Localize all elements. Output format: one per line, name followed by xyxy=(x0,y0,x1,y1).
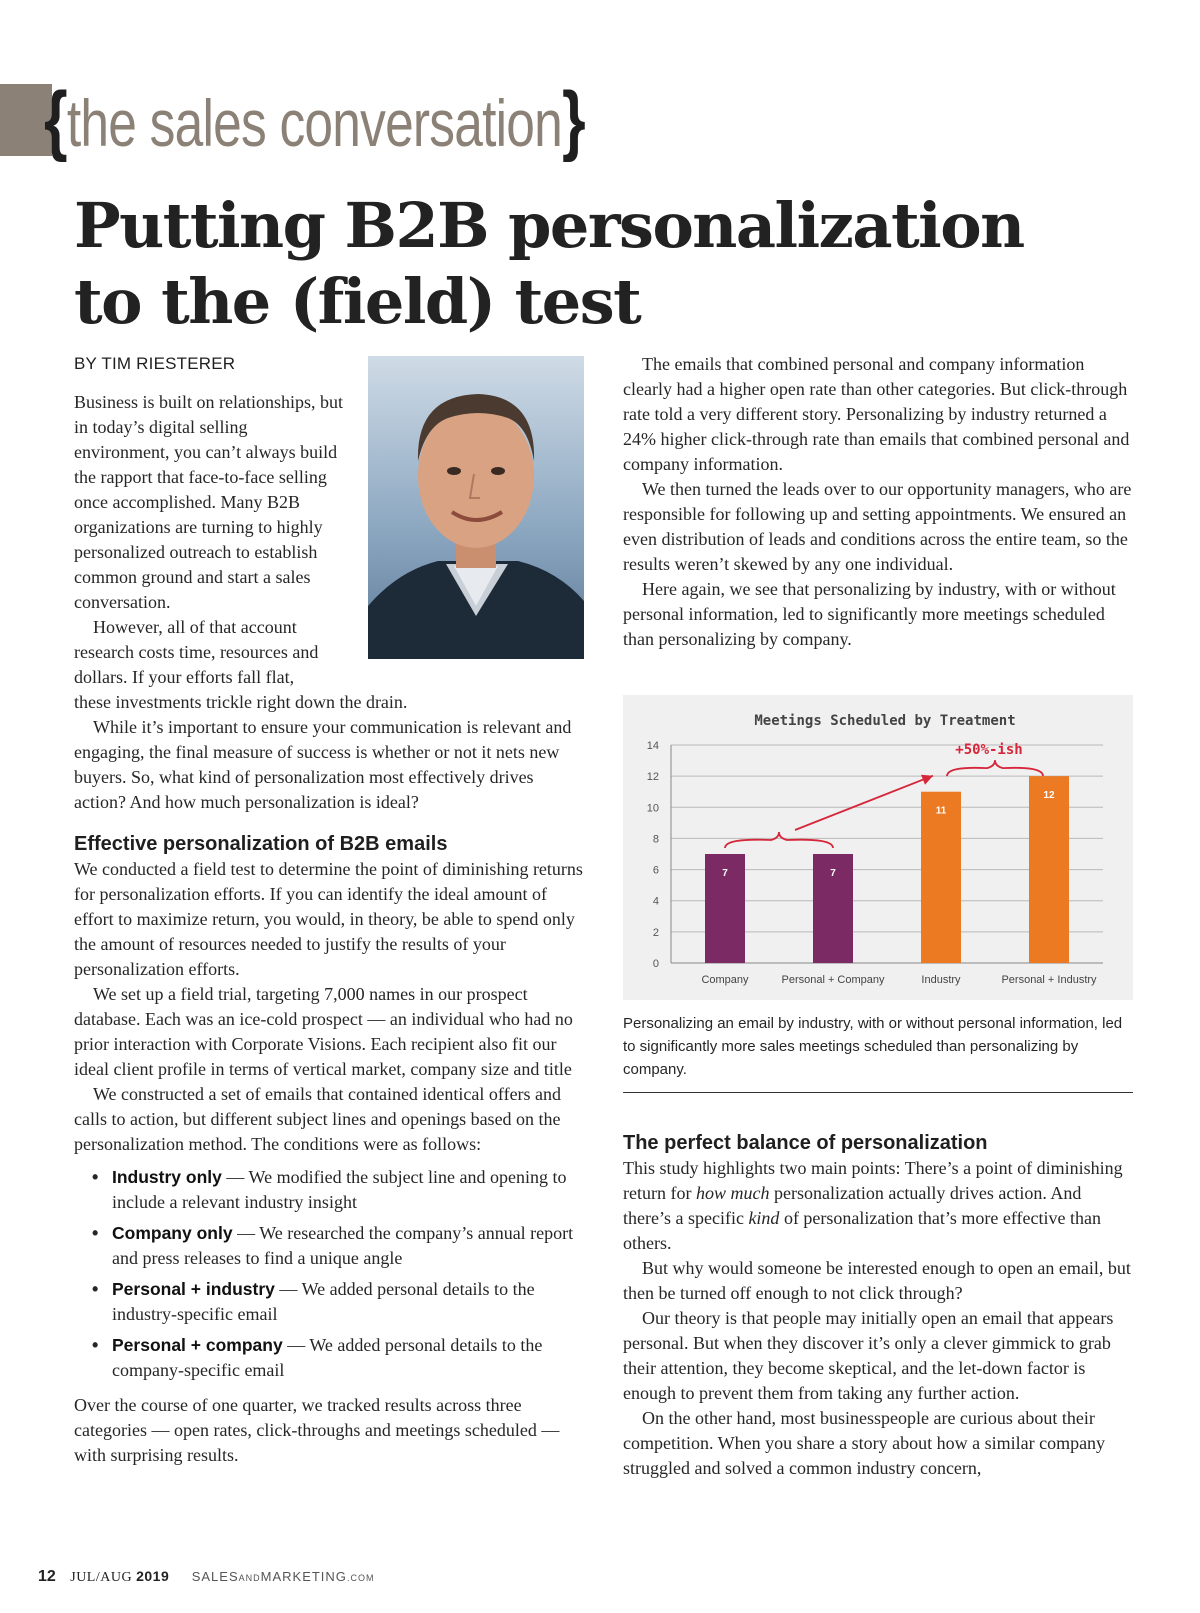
y-tick-label: 0 xyxy=(652,958,659,970)
site-part-and: AND xyxy=(238,1573,261,1583)
x-category-label: Personal + Company xyxy=(781,974,885,986)
article-title-line2: to the (field) test xyxy=(74,265,641,338)
condition-term: Industry only xyxy=(112,1167,222,1187)
condition-item xyxy=(92,1221,586,1271)
study-text-c: of personalization that’s more effective than others. xyxy=(623,1208,1101,1253)
y-tick-label: 10 xyxy=(646,802,659,815)
caption-divider xyxy=(623,1092,1133,1093)
bar xyxy=(921,792,961,963)
y-tick-label: 2 xyxy=(652,926,659,939)
issue-months: JUL/AUG xyxy=(70,1570,133,1585)
study-emphasis-kind: kind xyxy=(748,1208,780,1228)
section-close-brace: } xyxy=(561,75,585,163)
bar-value-label: 11 xyxy=(935,805,947,817)
bullet-dot-icon: • xyxy=(92,1167,99,1187)
paragraph-study xyxy=(623,1156,1133,1256)
conditions-list xyxy=(74,1165,586,1383)
condition-term: Company only xyxy=(112,1223,233,1243)
paragraph-theory: Our theory is that people may initially open an email that appears personal. But when they discover it’s only a clever gimmick to grab their attention, they become skeptical, and the let-down factor is enough to prevent them from taking any further action. xyxy=(623,1308,1114,1403)
site-part-tld: .COM xyxy=(346,1573,375,1583)
page-footer xyxy=(38,1568,374,1586)
y-tick-label: 12 xyxy=(646,771,659,784)
paragraph-here-again: Here again, we see that personalizing by industry, with or without personal information, led to significantly more meetings scheduled than personalizing by company. xyxy=(623,579,1116,649)
bar-value-label: 12 xyxy=(1043,790,1055,802)
condition-item xyxy=(92,1333,586,1383)
bar-value-label: 7 xyxy=(722,868,728,879)
paragraph-quarter: Over the course of one quarter, we tracked results across three categories — open rates, click-throughs and meetings scheduled — with surprising results. xyxy=(74,1395,560,1465)
bar-value-label: 7 xyxy=(830,868,836,879)
section-label: the sales conversation xyxy=(66,86,562,160)
condition-item xyxy=(92,1277,586,1327)
paragraph-other-hand: On the other hand, most businesspeople are curious about their competition. When you share a story about how a similar company struggled and solved a common industry concern, xyxy=(623,1408,1106,1478)
issue-year: 2019 xyxy=(136,1568,170,1584)
section-open-brace: { xyxy=(44,75,67,163)
subhead-effective: Effective personalization of B2B emails xyxy=(74,833,448,855)
condition-term: Personal + industry xyxy=(112,1279,275,1299)
paragraph-trial: We set up a field trial, targeting 7,000 names in our prospect database. Each was an ice-cold prospect — an individual who had no prior interaction with Corporate Visions. Each recipient also fit our ideal client profile in terms of vertical market, company size and title xyxy=(74,984,573,1079)
brace-company-pair xyxy=(725,832,833,848)
condition-item xyxy=(92,1165,586,1215)
intro-paragraph-2: However, all of that account research costs time, resources and dollars. If your efforts fall flat, xyxy=(74,617,319,687)
paragraph-opportunity: We then turned the leads over to our opportunity managers, who are responsible for following up and setting appointments. We ensured an even distribution of leads and conditions across the entire team, so the results weren’t skewed by any one individual. xyxy=(623,479,1132,574)
study-text-a: This study highlights two main points: There’s a point of diminishing return for xyxy=(623,1158,1123,1203)
meetings-chart-svg xyxy=(623,695,1133,1000)
paragraph-field-test: We conducted a field test to determine the point of diminishing returns for personalization efforts. If you can identify the ideal amount of effort to maximize return, you would, in theory, be able to spend only the amount of resources needed to justify the results of your personalization efforts. xyxy=(74,859,583,979)
x-category-label: Industry xyxy=(921,974,961,986)
brace-industry-pair xyxy=(947,760,1043,776)
x-category-label: Company xyxy=(701,974,749,986)
condition-desc: — We researched the company’s annual report and press releases to find a unique angle xyxy=(112,1223,574,1268)
y-tick-label: 14 xyxy=(646,740,659,752)
site-part-marketing: MARKETING xyxy=(260,1569,347,1584)
condition-desc: — We added personal details to the industry-specific email xyxy=(112,1279,535,1324)
article-title xyxy=(74,188,1154,340)
author-photo xyxy=(368,356,584,659)
chart-title: Meetings Scheduled by Treatment xyxy=(754,713,1016,729)
paragraph-constructed: We constructed a set of emails that contained identical offers and calls to action, but different subject lines and openings based on the personalization method. The conditions were as follows: xyxy=(74,1084,562,1154)
left-column xyxy=(74,690,586,1468)
author-portrait-illustration xyxy=(368,356,584,659)
y-tick-label: 6 xyxy=(652,864,659,877)
bullet-dot-icon: • xyxy=(92,1223,99,1243)
paragraph-engaging: While it’s important to ensure your communication is relevant and engaging, the final measure of success is whether or not it nets new buyers. So, what kind of personalization most effectively drives action? And how much personalization is ideal? xyxy=(74,717,572,812)
x-category-label: Personal + Industry xyxy=(1001,974,1097,986)
subhead-balance: The perfect balance of personalization xyxy=(623,1132,988,1154)
byline: BY TIM RIESTERER xyxy=(74,354,236,373)
y-tick-label: 4 xyxy=(652,895,659,908)
study-emphasis-how-much: how much xyxy=(695,1183,770,1203)
issue-date xyxy=(70,1570,169,1585)
bullet-dot-icon: • xyxy=(92,1335,99,1355)
site-part-sales: SALES xyxy=(191,1569,239,1584)
right-column-lower xyxy=(623,1130,1133,1481)
intro-column xyxy=(74,390,344,690)
chart-caption: Personalizing an email by industry, with or without personal information, led to significantly more sales meetings scheduled than personalizing by company. xyxy=(623,1015,1123,1078)
growth-arrow-line xyxy=(795,776,933,830)
meetings-chart xyxy=(623,695,1133,1000)
condition-term: Personal + company xyxy=(112,1335,283,1355)
site-name xyxy=(192,1569,375,1584)
condition-desc: — We added personal details to the company-specific email xyxy=(112,1335,543,1380)
section-header xyxy=(44,74,585,164)
paragraph-open-rate: The emails that combined personal and company information clearly had a higher open rate than other categories. But click-through rate told a very different story. Personalizing by industry returned a 24% higher click-through rate than emails that combined personal and company information. xyxy=(623,354,1130,474)
page-number: 12 xyxy=(38,1568,56,1585)
intro-paragraph-1: Business is built on relationships, but in today’s digital selling environment, you can’t always build the rapport that face-to-face selling once accomplished. Many B2B organizations are turning to highly personalized outreach to establish common ground and start a sales conversation. xyxy=(74,392,344,612)
bullet-dot-icon: • xyxy=(92,1279,99,1299)
condition-desc: — We modified the subject line and opening to include a relevant industry insight xyxy=(112,1167,567,1212)
y-tick-label: 8 xyxy=(652,833,659,846)
paragraph-why: But why would someone be interested enough to open an email, but then be turned off enough to not click through? xyxy=(623,1258,1131,1303)
annotation-label: +50%-ish xyxy=(955,742,1023,759)
right-column xyxy=(623,352,1133,652)
study-text-b: personalization actually drives action. And there’s a specific xyxy=(623,1183,1082,1228)
article-title-line1: Putting B2B personalization xyxy=(74,189,1024,262)
bar xyxy=(1029,776,1069,963)
intro-paragraph-2-cont: these investments trickle right down the drain. xyxy=(74,692,408,712)
